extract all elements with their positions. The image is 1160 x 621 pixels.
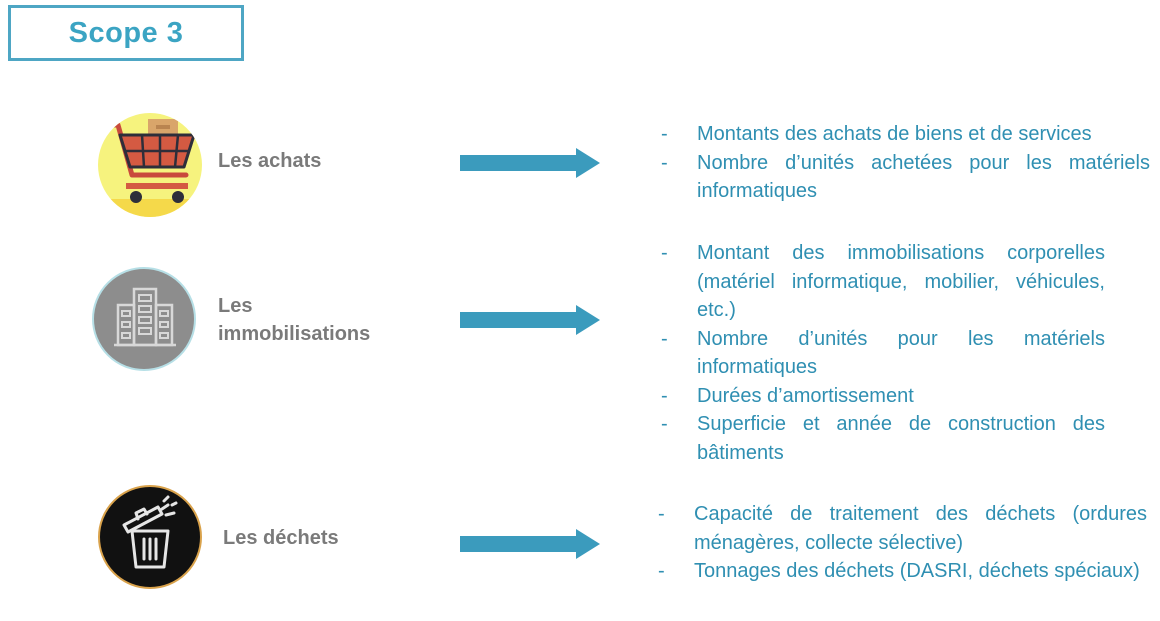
list-item: - Nombre d’unités pour les matériels informatiques <box>661 327 1105 378</box>
arrow-immobilisations-icon <box>460 305 600 335</box>
list-item: - Capacité de traitement des déchets (ordures ménagères, collecte sélective) <box>658 503 1147 554</box>
shopping-cart-icon <box>98 113 202 217</box>
list-item: - Durées d’amortissement <box>661 384 914 407</box>
bullet-list-achats <box>661 120 1150 206</box>
list-item: - Montant des immobilisations corporelles (matériel informatique, mobilier, véhicules, etc.) <box>661 242 1105 321</box>
list-item: - Tonnages des déchets (DASRI, déchets spéciaux) <box>658 560 1140 582</box>
building-icon <box>92 267 196 371</box>
row-label-achats: Les achats <box>218 150 322 172</box>
bullet-list-dechets <box>658 500 1147 586</box>
list-item: - Superficie et année de construction des bâtiments <box>661 413 1105 464</box>
list-item: - Nombre d’unités achetées pour les matériels informatiques <box>661 151 1150 202</box>
row-label-dechets: Les déchets <box>223 527 339 549</box>
arrow-dechets-icon <box>460 529 600 559</box>
list-item: - Montants des achats de biens et de services <box>661 123 1092 145</box>
scope-title: Scope 3 <box>8 5 244 61</box>
trash-bin-icon <box>98 485 202 589</box>
row-label-immobilisations: Les immobilisations <box>218 295 371 345</box>
arrow-achats-icon <box>460 148 600 178</box>
bullet-list-immobilisations <box>661 239 1105 467</box>
